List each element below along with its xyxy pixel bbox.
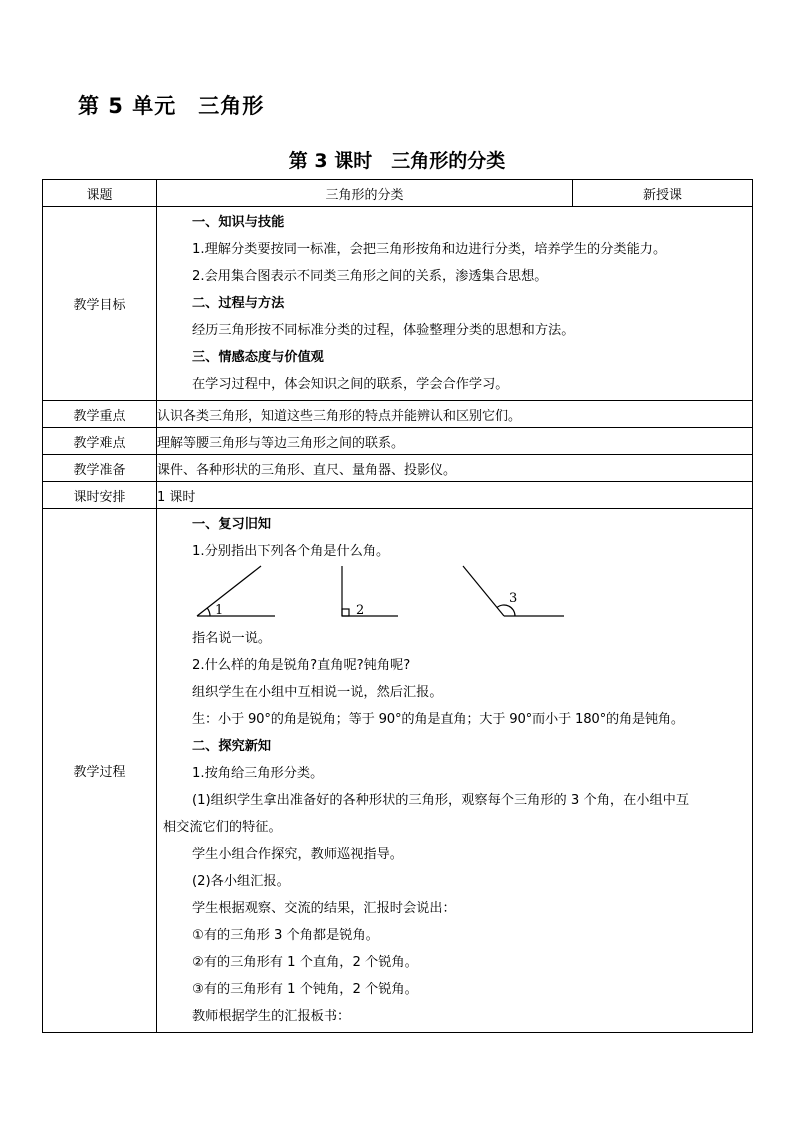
acute-angle-figure (197, 566, 275, 616)
angle-label-3: 3 (509, 591, 518, 606)
goals-line-3: 经历三角形按不同标准分类的过程，体验整理分类的思想和方法。 (192, 323, 575, 338)
row-difficulty (43, 428, 753, 455)
key-value: 认识各类三角形，知道这些三角形的特点并能辨认和区别它们。 (157, 401, 753, 428)
topic-value: 三角形的分类 (157, 180, 573, 207)
goals-heading-3: 三、情感态度与价值观 (192, 350, 324, 365)
process-line-1: 1.分别指出下列各个角是什么角。 (192, 544, 390, 559)
process-line-11: 学生根据观察、交流的结果，汇报时会说出： (192, 901, 456, 916)
angle-label-1: 1 (215, 603, 224, 618)
goals-line-4: 在学习过程中，体会知识之间的联系，学会合作学习。 (192, 377, 509, 392)
right-angle-figure (342, 566, 398, 616)
process-line-3: 2.什么样的角是锐角?直角呢?钝角呢? (192, 658, 411, 673)
process-line-10: (2)各小组汇报。 (192, 874, 290, 889)
goals-heading-2: 二、过程与方法 (192, 296, 285, 311)
lesson-title: 第 3 课时 三角形的分类 (288, 150, 506, 172)
row-topic (43, 180, 753, 207)
process-line-2: 指名说一说。 (192, 631, 272, 646)
process-label: 教学过程 (43, 509, 157, 1033)
process-line-12: ①有的三角形 3 个角都是锐角。 (192, 928, 379, 943)
process-heading-1: 一、复习旧知 (192, 517, 272, 532)
topic-label: 课题 (43, 180, 157, 207)
key-label: 教学重点 (43, 401, 157, 428)
process-cell (157, 509, 753, 1033)
prep-value: 课件、各种形状的三角形、直尺、量角器、投影仪。 (157, 455, 753, 482)
angle-diagram (157, 565, 753, 625)
prep-label: 教学准备 (43, 455, 157, 482)
process-line-15: 教师根据学生的汇报板书： (192, 1009, 351, 1024)
difficulty-label: 教学难点 (43, 428, 157, 455)
lesson-plan-table (42, 179, 753, 1033)
process-line-14: ③有的三角形有 1 个钝角，2 个锐角。 (192, 982, 418, 997)
schedule-label: 课时安排 (43, 482, 157, 509)
row-goals (43, 207, 753, 401)
process-line-6: 1.按角给三角形分类。 (192, 766, 324, 781)
difficulty-value: 理解等腰三角形与等边三角形之间的联系。 (157, 428, 753, 455)
goals-line-2: 2.会用集合图表示不同类三角形之间的关系，渗透集合思想。 (192, 269, 548, 284)
unit-title: 第 5 单元 三角形 (78, 94, 265, 118)
row-key-points (43, 401, 753, 428)
process-line-7: (1)组织学生拿出准备好的各种形状的三角形，观察每个三角形的 3 个角，在小组中互 (192, 793, 690, 808)
lesson-type: 新授课 (573, 180, 753, 207)
process-heading-2: 二、探究新知 (192, 739, 272, 754)
goals-line-1: 1.理解分类要按同一标准，会把三角形按角和边进行分类，培养学生的分类能力。 (192, 242, 667, 257)
row-preparation (43, 455, 753, 482)
process-line-8: 相交流它们的特征。 (163, 820, 282, 835)
goals-cell (157, 207, 753, 401)
schedule-value: 1 课时 (157, 482, 753, 509)
row-schedule (43, 482, 753, 509)
row-process (43, 509, 753, 1033)
process-line-5: 生：小于 90°的角是锐角；等于 90°的角是直角；大于 90°而小于 180°的角是钝角。 (192, 712, 684, 727)
goals-label: 教学目标 (43, 207, 157, 401)
process-line-9: 学生小组合作探究，教师巡视指导。 (192, 847, 403, 862)
process-line-4: 组织学生在小组中互相说一说，然后汇报。 (192, 685, 443, 700)
process-line-13: ②有的三角形有 1 个直角，2 个锐角。 (192, 955, 418, 970)
goals-heading-1: 一、知识与技能 (192, 215, 285, 230)
angle-figures (157, 565, 752, 625)
angle-label-2: 2 (356, 603, 365, 618)
